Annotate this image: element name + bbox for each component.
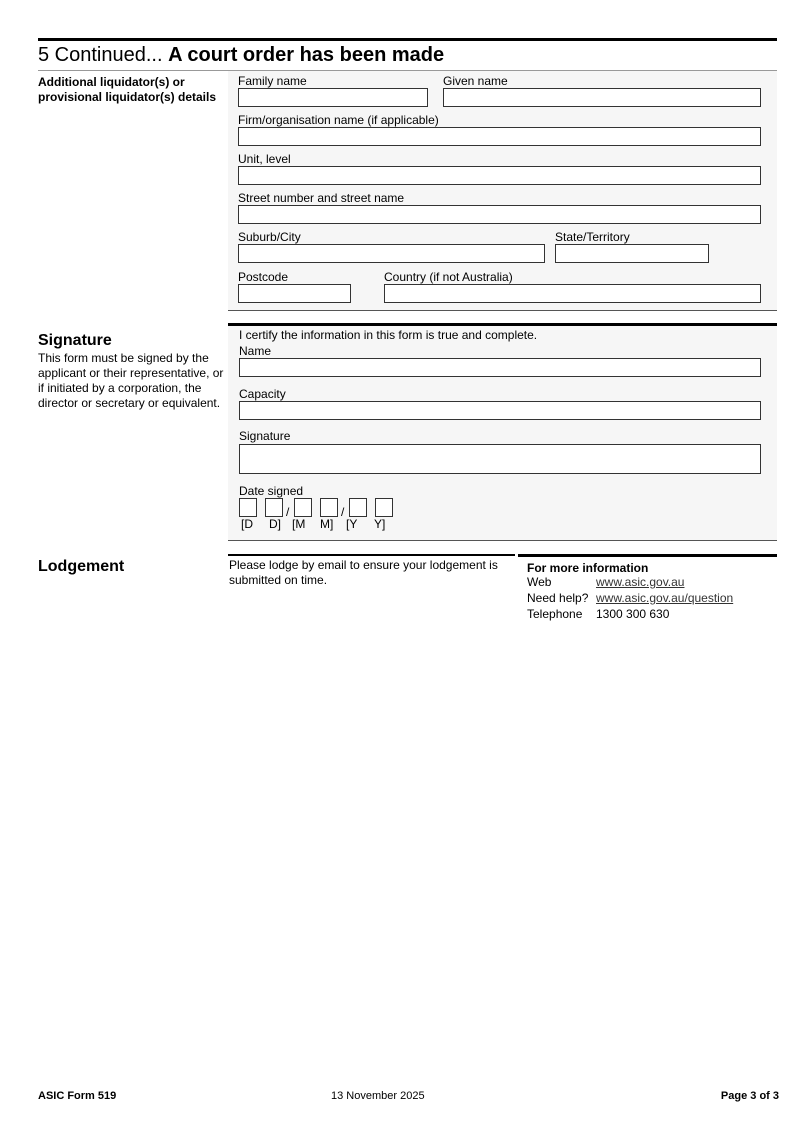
date-separator-1: / xyxy=(286,505,290,519)
country-field[interactable] xyxy=(384,284,761,303)
unit-label: Unit, level xyxy=(238,152,291,166)
section-heading xyxy=(38,44,444,67)
date-label-d2: D] xyxy=(269,517,281,531)
capacity-label: Capacity xyxy=(239,387,286,401)
date-year-2-box[interactable] xyxy=(375,498,393,517)
section-number: 5 Continued... xyxy=(38,44,163,66)
signature-heading: Signature xyxy=(38,332,112,349)
date-separator-2: / xyxy=(341,505,345,519)
date-day-2-box[interactable] xyxy=(265,498,283,517)
postcode-field[interactable] xyxy=(238,284,351,303)
firm-label: Firm/organisation name (if applicable) xyxy=(238,113,439,127)
more-info-heading: For more information xyxy=(527,561,649,575)
unit-field[interactable] xyxy=(238,166,761,185)
date-day-1-box[interactable] xyxy=(239,498,257,517)
signature-left-gap xyxy=(38,323,223,324)
capacity-field[interactable] xyxy=(239,401,761,420)
street-field[interactable] xyxy=(238,205,761,224)
telephone-label: Telephone xyxy=(527,607,583,621)
date-label-m1: [M xyxy=(292,517,306,531)
date-label-m2: M] xyxy=(320,517,334,531)
footer-form-name: ASIC Form 519 xyxy=(38,1090,117,1102)
suburb-field[interactable] xyxy=(238,244,545,263)
lodgement-rule-right xyxy=(518,554,777,557)
street-label: Street number and street name xyxy=(238,191,405,205)
date-month-1-box[interactable] xyxy=(294,498,312,517)
web-link[interactable]: www.asic.gov.au xyxy=(596,575,685,589)
date-label-d1: [D xyxy=(241,517,253,531)
state-field[interactable] xyxy=(555,244,709,263)
signature-description: This form must be signed by the applicant or their representative, or if initiated by a corporation, the director or secretary or equivalent. xyxy=(38,351,224,410)
certify-text: I certify the information in this form is true and complete. xyxy=(239,328,538,342)
footer-date: 13 November 2025 xyxy=(331,1090,425,1102)
date-signed-label: Date signed xyxy=(239,484,304,498)
lodgement-rule-left xyxy=(228,554,515,556)
help-link[interactable]: www.asic.gov.au/question xyxy=(596,591,734,605)
lodgement-heading: Lodgement xyxy=(38,558,125,575)
date-label-y1: [Y xyxy=(346,517,358,531)
web-label: Web xyxy=(527,575,552,589)
date-year-1-box[interactable] xyxy=(349,498,367,517)
section-top-rule xyxy=(38,38,777,41)
liquidators-bottom-rule xyxy=(228,310,777,311)
firm-field[interactable] xyxy=(238,127,761,146)
name-field[interactable] xyxy=(239,358,761,377)
signature-field[interactable] xyxy=(239,444,761,474)
signature-bottom-rule xyxy=(228,540,777,541)
family-name-label: Family name xyxy=(238,74,307,88)
suburb-label: Suburb/City xyxy=(238,230,301,244)
name-label: Name xyxy=(239,344,272,358)
section-title: A court order has been made xyxy=(168,44,445,66)
signature-label: Signature xyxy=(239,429,291,443)
help-label: Need help? xyxy=(527,591,589,605)
state-label: State/Territory xyxy=(555,230,630,244)
lodgement-text: Please lodge by email to ensure your lodgement is submitted on time. xyxy=(229,558,498,587)
country-label: Country (if not Australia) xyxy=(384,270,513,284)
postcode-label: Postcode xyxy=(238,270,289,284)
liquidators-label: Additional liquidator(s) or provisional liquidator(s) details xyxy=(38,75,217,104)
footer-page-number: Page 3 of 3 xyxy=(720,1090,779,1102)
date-label-y2: Y] xyxy=(374,517,386,531)
given-name-field[interactable] xyxy=(443,88,761,107)
date-month-2-box[interactable] xyxy=(320,498,338,517)
telephone-value: 1300 300 630 xyxy=(596,607,670,621)
family-name-field[interactable] xyxy=(238,88,428,107)
given-name-label: Given name xyxy=(443,74,508,88)
